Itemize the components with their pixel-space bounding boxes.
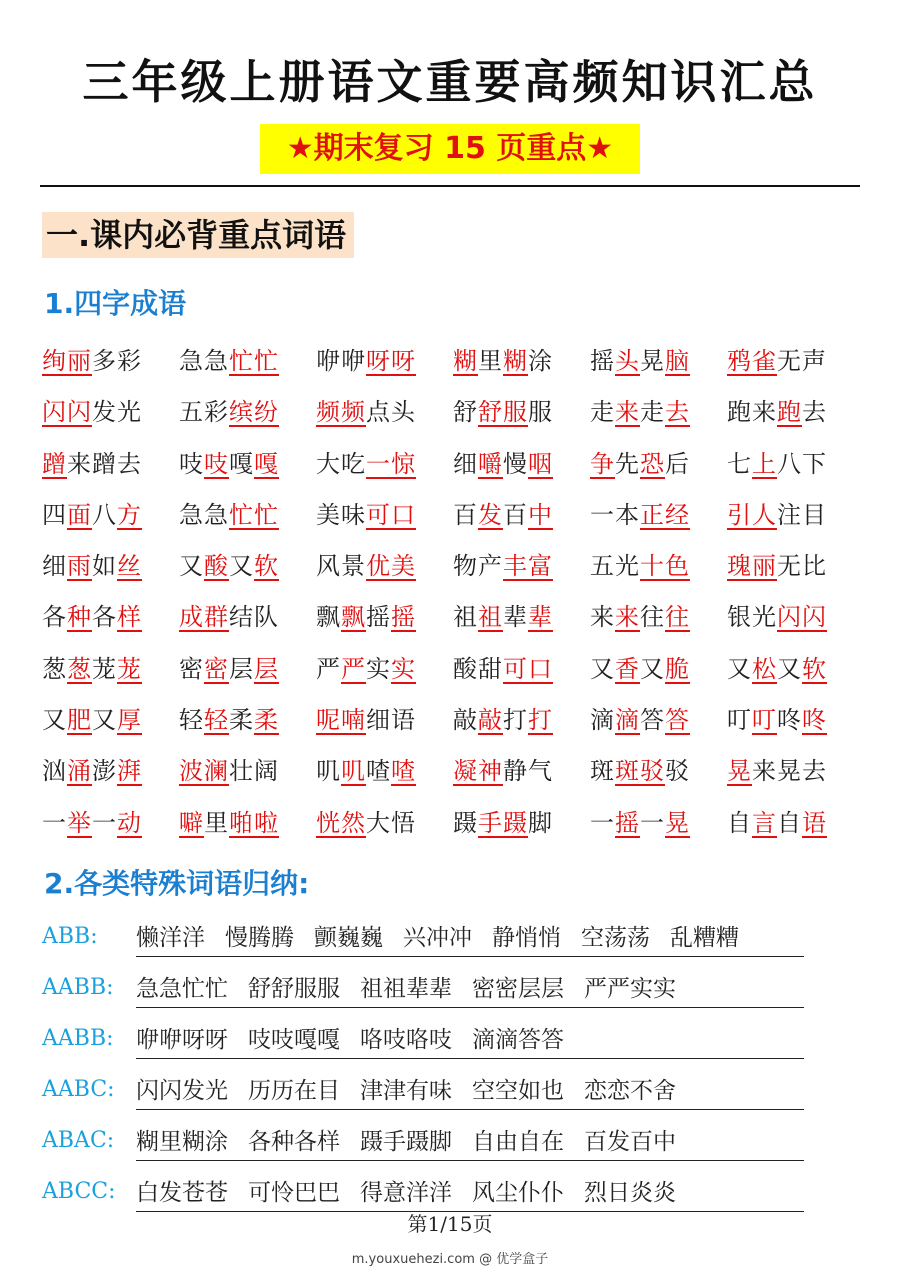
idiom-item: 急急忙忙 (179, 347, 279, 375)
idiom-item: 叮叮咚咚 (727, 706, 827, 735)
category-word: 吱吱嘎嘎 (248, 1027, 340, 1053)
idiom-item: 一摇一晃 (590, 808, 690, 837)
idiom-item: 五光十色 (590, 552, 690, 581)
category-word: 静悄悄 (492, 925, 561, 951)
category-row (42, 1122, 822, 1173)
idiom-item: 舒舒服服 (453, 398, 553, 427)
category-word: 烈日炎炎 (584, 1180, 676, 1206)
category-words (136, 1020, 804, 1059)
category-word: 慢腾腾 (225, 925, 294, 951)
idiom-item: 五彩缤纷 (179, 398, 279, 427)
idiom-item: 汹涌澎湃 (42, 757, 142, 786)
category-words (136, 1173, 804, 1212)
category-words (136, 1071, 804, 1110)
idiom-item: 引人注目 (727, 500, 827, 529)
idiom-item: 风景优美 (316, 552, 416, 581)
category-word: 津津有味 (360, 1078, 452, 1104)
idiom-item: 斑斑驳驳 (590, 757, 690, 786)
category-row (42, 969, 822, 1020)
category-word: 糊里糊涂 (136, 1129, 228, 1155)
category-label: AABB: (42, 1026, 114, 1051)
category-words (136, 918, 804, 957)
idiom-item: 又松又软 (727, 654, 827, 683)
idiom-item: 争先恐后 (590, 449, 690, 478)
section-heading: 一.课内必背重点词语 (42, 212, 354, 258)
category-words (136, 1122, 804, 1161)
category-word: 得意洋洋 (360, 1180, 452, 1206)
idiom-item: 绚丽多彩 (42, 347, 142, 375)
page-number: 第1/15页 (407, 1212, 493, 1236)
category-label: ABCC: (42, 1179, 116, 1204)
category-word: 蹑手蹑脚 (360, 1129, 452, 1155)
subtitle-banner: ★期末复习 15 页重点★ (260, 124, 640, 174)
idiom-item: 飘飘摇摇 (316, 603, 416, 632)
category-word: 严严实实 (584, 976, 676, 1002)
idiom-item: 跑来跑去 (727, 398, 827, 427)
idiom-item: 敲敲打打 (453, 706, 553, 735)
category-word: 咿咿呀呀 (136, 1027, 228, 1053)
idiom-item: 各种各样 (42, 603, 142, 632)
idiom-item: 自言自语 (727, 808, 827, 837)
category-word: 恋恋不舍 (584, 1078, 676, 1104)
idiom-item: 细嚼慢咽 (453, 449, 553, 478)
category-row (42, 1020, 822, 1071)
idiom-item: 大吃一惊 (316, 449, 416, 478)
idiom-item: 轻轻柔柔 (179, 706, 279, 735)
idiom-grid (42, 338, 862, 851)
idiom-item: 一本正经 (590, 500, 690, 529)
category-label: ABAC: (42, 1128, 115, 1153)
idiom-item: 噼里啪啦 (179, 808, 279, 837)
idiom-item: 吱吱嘎嘎 (179, 449, 279, 478)
category-word: 空荡荡 (581, 925, 650, 951)
category-word: 祖祖辈辈 (360, 976, 452, 1002)
idiom-item: 银光闪闪 (727, 603, 827, 632)
category-word: 百发百中 (584, 1129, 676, 1155)
category-word: 风尘仆仆 (472, 1180, 564, 1206)
idiom-item: 一举一动 (42, 808, 142, 837)
idiom-item: 糊里糊涂 (453, 347, 553, 375)
idiom-item: 又酸又软 (179, 552, 279, 581)
category-word: 兴冲冲 (403, 925, 472, 951)
idiom-item: 波澜壮阔 (179, 757, 279, 786)
category-word: 滴滴答答 (472, 1027, 564, 1053)
idiom-item: 滴滴答答 (590, 706, 690, 735)
idiom-item: 呢喃细语 (316, 706, 416, 735)
idiom-item: 成群结队 (179, 603, 279, 632)
idiom-item: 恍然大悟 (316, 808, 416, 837)
idiom-item: 葱葱茏茏 (42, 654, 142, 683)
category-word: 颤巍巍 (314, 925, 383, 951)
idiom-item: 晃来晃去 (727, 757, 827, 786)
idiom-item: 来来往往 (590, 603, 690, 632)
idiom-item: 美味可口 (316, 500, 416, 529)
category-label: AABC: (42, 1077, 115, 1102)
idiom-item: 瑰丽无比 (727, 552, 827, 581)
idiom-item: 摇头晃脑 (590, 347, 690, 375)
category-word: 历历在目 (248, 1078, 340, 1104)
category-word: 舒舒服服 (248, 976, 340, 1002)
idiom-item: 又肥又厚 (42, 706, 142, 735)
idiom-item: 四面八方 (42, 500, 142, 529)
category-word: 白发苍苍 (136, 1180, 228, 1206)
idiom-item: 叽叽喳喳 (316, 757, 416, 786)
subsection-idioms-heading: 1.四字成语 (44, 287, 187, 320)
idiom-item: 凝神静气 (453, 757, 553, 786)
idiom-item: 鸦雀无声 (727, 347, 827, 375)
page-title: 三年级上册语文重要高频知识汇总 (82, 55, 818, 109)
idiom-item: 闪闪发光 (42, 398, 142, 427)
idiom-item: 七上八下 (727, 449, 827, 478)
idiom-item: 咿咿呀呀 (316, 347, 416, 375)
category-word: 乱糟糟 (670, 925, 739, 951)
idiom-item: 酸甜可口 (453, 654, 553, 683)
idiom-item: 又香又脆 (590, 654, 690, 683)
subsection-categories-heading: 2.各类特殊词语归纳: (44, 867, 310, 900)
category-word: 空空如也 (472, 1078, 564, 1104)
idiom-item: 细雨如丝 (42, 552, 142, 581)
category-word: 密密层层 (472, 976, 564, 1002)
category-word: 可怜巴巴 (248, 1180, 340, 1206)
idiom-item: 祖祖辈辈 (453, 603, 553, 632)
idiom-item: 走来走去 (590, 398, 690, 427)
idiom-item: 严严实实 (316, 654, 416, 683)
category-label: ABB: (42, 924, 98, 949)
category-word: 自由自在 (472, 1129, 564, 1155)
footer-watermark: m.youxuehezi.com @ 优学盒子 (351, 1252, 549, 1267)
idiom-item: 百发百中 (453, 500, 553, 529)
idiom-item: 频频点头 (316, 398, 416, 427)
category-row (42, 1071, 822, 1122)
category-row (42, 918, 822, 969)
divider (40, 185, 860, 187)
idiom-item: 蹑手蹑脚 (453, 808, 553, 837)
idiom-item: 物产丰富 (453, 552, 553, 581)
category-word: 急急忙忙 (136, 976, 228, 1002)
category-list (42, 918, 822, 1224)
category-word: 各种各样 (248, 1129, 340, 1155)
category-label: AABB: (42, 975, 114, 1000)
category-words (136, 969, 804, 1008)
category-word: 懒洋洋 (136, 925, 205, 951)
idiom-item: 密密层层 (179, 654, 279, 683)
category-word: 咯吱咯吱 (360, 1027, 452, 1053)
category-word: 闪闪发光 (136, 1078, 228, 1104)
idiom-item: 蹭来蹭去 (42, 449, 142, 478)
idiom-item: 急急忙忙 (179, 500, 279, 529)
